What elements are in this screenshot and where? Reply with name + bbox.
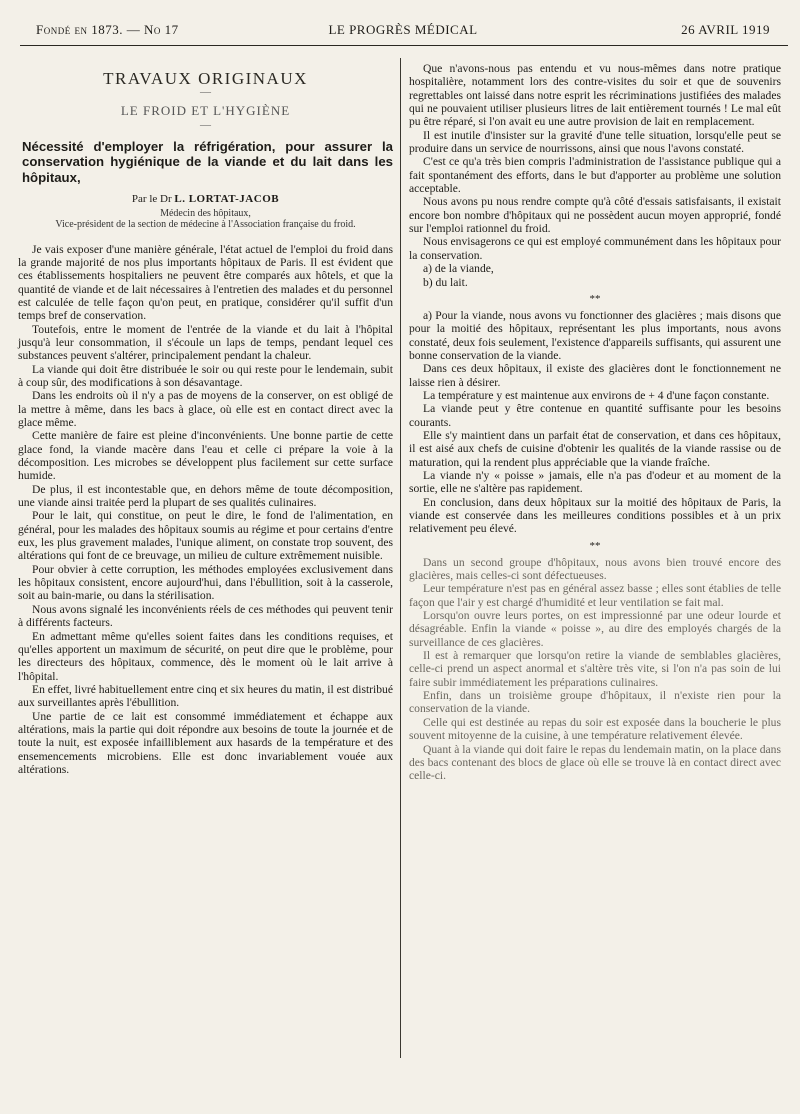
header-rule: [20, 45, 788, 46]
byline: [18, 193, 393, 206]
faded-text-block: [409, 556, 781, 783]
paragraph: La température y est maintenue aux environs de + 4 d'une façon constante.: [423, 388, 770, 402]
paragraph: Nous avons signalé les inconvénients réels de ces méthodes qui peuvent tenir à différents facteurs.: [18, 602, 393, 630]
list-item-viande: a) de la viande,: [423, 262, 494, 276]
paragraph: Lorsqu'on ouvre leurs portes, on est impressionné par une odeur lourde et désagréable. Enfin la viande « poisse », au dire des employés chargés de la surveillance de ces glacières.: [409, 609, 781, 649]
author-affiliation: [18, 208, 393, 231]
paragraph: a) Pour la viande, nous avons vu fonctionner des glacières ; mais disons que pour la moitié des hôpitaux, représentant les plus importants, nous avons constaté, deux fois seulement, l'existence d'appareils suffisants, qui assurent une bonne conservation de la viande.: [409, 308, 781, 362]
paragraph: Enfin, dans un troisième groupe d'hôpitaux, il n'existe rien pour la conservation de la viande.: [409, 689, 781, 716]
paragraph: Nous envisagerons ce qui est employé communément dans les hôpitaux pour la conservation.: [409, 235, 781, 262]
affiliation-line-1: Médecin des hôpitaux,: [160, 207, 251, 219]
header-founded: Fondé en 1873. — No 17: [36, 22, 179, 37]
author-name: L. LORTAT-JACOB: [174, 193, 280, 206]
affiliation-line-2: Vice-président de la section de médecine à l'Association française du froid.: [55, 219, 356, 231]
header-journal-title: LE PROGRÈS MÉDICAL: [328, 22, 478, 37]
paragraph: Je vais exposer d'une manière générale, l'état actuel de l'emploi du froid dans la grande majorité de nos plus importants hôpitaux de Paris. Il est évident que ces établissements hospitaliers ne peuvent être comparés aux hôtels, et que la quantité de viande et de lait nécessaires à l'entretien des malades et du personnel est calculée de telle façon qu'on peut, en pratique, considérer qu'il suffit d'un temps bref de conservation.: [18, 242, 393, 323]
asterism-divider: **: [589, 292, 601, 305]
paragraph: Cette manière de faire est pleine d'inconvénients. Une bonne partie de cette glace fond, la viande macère dans l'eau et celle ci prépare la voie à la décomposition. Les microbes se développent plus facilement sur cette surface humide.: [18, 429, 393, 483]
paragraph: Pour le lait, qui constitue, on peut le dire, le fond de l'alimentation, en général, pour les malades des hôpitaux soumis au régime et pour certains d'entre eux, les plus gravement malades, l'unique aliment, on constate trop souvent, des altérations qui font de ce breuvage, un milieu de culture extrêmement nuisible.: [18, 509, 393, 563]
paragraph: Leur température n'est pas en général assez basse ; elles sont établies de telle façon que l'air y est chargé d'humidité et leur ventilation se fait mal.: [409, 582, 781, 609]
header-date: 26 AVRIL 1919: [681, 22, 770, 37]
paragraph: Il est inutile d'insister sur la gravité d'une telle situation, lorsqu'elle peut se produire dans un service de nourrissons, ainsi que nous l'avons constaté.: [409, 128, 781, 156]
running-header: [36, 22, 770, 42]
paragraph: De plus, il est incontestable que, en dehors même de toute décomposition, une viande ainsi traitée perd la plupart de ses qualités culinaires.: [18, 482, 393, 510]
paragraph: En effet, livré habituellement entre cinq et six heures du matin, il est distribué aux surveillantes après l'ébullition.: [18, 682, 393, 710]
paragraph: C'est ce qu'a très bien compris l'administration de l'assistance publique qui a fait spontanément des efforts, dans le but d'apporter au problème une solution acceptable.: [409, 155, 781, 196]
subsection-title: LE FROID ET L'HYGIÈNE: [120, 103, 291, 119]
paragraph: Dans ces deux hôpitaux, il existe des glacières dont le fonctionnement ne laisse rien à désirer.: [409, 362, 781, 389]
paragraph: La viande peut y être contenue en quantité suffisante pour les besoins courants.: [409, 402, 781, 429]
subsection-dash: —: [200, 118, 211, 131]
asterism-divider: **: [589, 539, 601, 552]
section-title: TRAVAUX ORIGINAUX: [103, 69, 308, 88]
list-item-lait: b) du lait.: [423, 275, 468, 289]
paragraph: La viande qui doit être distribuée le soir ou qui reste pour le lendemain, subit à coup sûr, des modifications à son désavantage.: [18, 362, 393, 389]
paragraph: En conclusion, dans deux hôpitaux sur la moitié des hôpitaux de Paris, la viande est conservée dans les meilleures conditions possibles et à un prix relativement peu élevé.: [409, 495, 781, 536]
right-column: [409, 62, 781, 783]
section-dash: —: [200, 86, 211, 99]
paragraph: Dans un second groupe d'hôpitaux, nous avons bien trouvé encore des glacières, mais celles-ci sont défectueuses.: [409, 555, 781, 583]
paragraph: Pour obvier à cette corruption, les méthodes employées exclusivement dans les hôpitaux consistent, encore aujourd'hui, dans l'ébullition, soit à la casserole, soit au bain-marie, ou dans la stérilisation.: [18, 562, 393, 603]
paragraph: Celle qui est destinée au repas du soir est exposée dans la boucherie le plus souvent mitoyenne de la cuisine, à une température relativement élevée.: [409, 715, 781, 743]
paragraph: Quant à la viande qui doit faire le repas du lendemain matin, on la place dans des bacs contenant des blocs de glace où elle se trouve là en contact direct avec celle-ci.: [409, 742, 781, 783]
paragraph: Dans les endroits où il n'y a pas de moyens de la conserver, on est obligé de la mettre à même, dans les bacs à glace, où elle est en contact direct avec la glace même.: [18, 389, 393, 429]
left-column: [18, 62, 393, 776]
paragraph: Toutefois, entre le moment de l'entrée de la viande et du lait à l'hôpital jusqu'à leur consommation, il s'écoule un laps de temps, pendant lequel ces substances peuvent s'altérer, principalement pendant la chaleur.: [18, 322, 393, 363]
paragraph: Nous avons pu nous rendre compte qu'à côté d'essais satisfaisants, il existait encore bon nombre d'hôpitaux qui ne possèdent aucun moyen approprié, fondé sur l'emploi rationnel du froid.: [409, 195, 781, 236]
paragraph: Que n'avons-nous pas entendu et vu nous-mêmes dans notre pratique hospitalière, notamment lors des contre-visites du soir et que de souvenirs regrettables ont laissé dans notre esprit les récriminations justifiées des malades qui ne pouvaient utiliser plusieurs litres de lait entièrement tournés ! Le mal eût pu être réparé, si l'on avait eu une autre provision de lait en remplacement.: [409, 62, 781, 129]
column-divider: [400, 58, 401, 1058]
paragraph: Une partie de ce lait est consommé immédiatement et échappe aux altérations, mais la partie qui doit répondre aux besoins de toute la journée et de toute la nuit, est exposée infailliblement aux hasards de la température et des ensemencements microbiens. Elle est donc invariablement vouée aux altérations.: [18, 709, 393, 776]
paragraph: Il est à remarquer que lorsqu'on retire la viande de semblables glacières, celle-ci prend un aspect anormal et s'altère très vite, si l'on n'a pas soin de lui faire subir immédiatement les préparations culinaires.: [409, 649, 781, 689]
paragraph: Elle s'y maintient dans un parfait état de conservation, et dans ces hôpitaux, il est aisé aux chefs de cuisine d'obtenir les qualités de la viande rassise ou de maturation, qui la rendent plus appréciable que la viande fraîche.: [409, 428, 781, 469]
article-title: Nécessité d'employer la réfrigération, pour assurer la conservation hygiénique de la viande et du lait dans les hôpitaux,: [22, 138, 393, 185]
left-body: [18, 243, 393, 777]
paragraph: La viande n'y « poisse » jamais, elle n'a pas d'odeur et au moment de la sortie, elle ne s'altère pas rapidement.: [409, 468, 781, 496]
byline-prefix: Par le Dr: [131, 193, 172, 206]
paragraph: En admettant même qu'elles soient faites dans les conditions requises, et qu'elles apportent un maximum de sécurité, on peut dire que le problème, pour les directeurs des hôpitaux, commence, dès le moment où le lait arrive à l'hôpital.: [18, 629, 393, 683]
